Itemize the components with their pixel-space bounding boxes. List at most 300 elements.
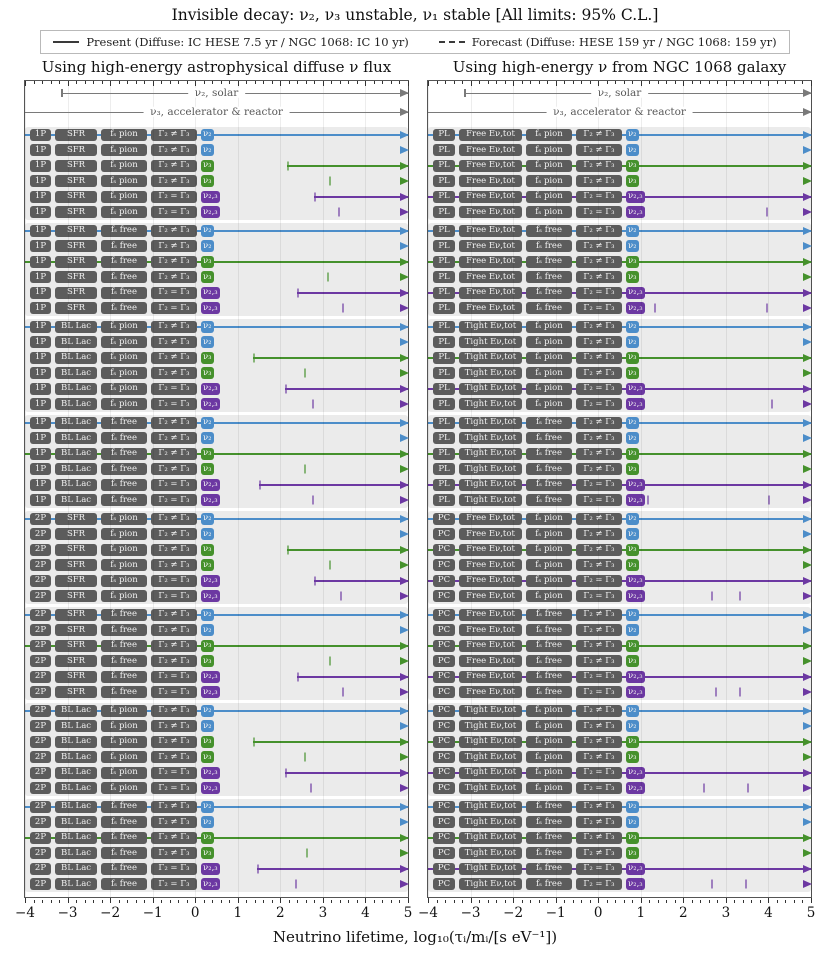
arrow-icon <box>803 400 812 408</box>
limit-row <box>428 366 811 382</box>
panel-title-left: Using high-energy astrophysical diffuse ν flux <box>41 58 392 76</box>
arrow-icon <box>803 561 812 569</box>
badge-nu: ν₃ <box>628 271 637 282</box>
axis-tick <box>408 81 409 86</box>
arrow-icon <box>803 338 812 346</box>
badge-source: PL <box>433 175 455 187</box>
badge-strip <box>30 544 214 556</box>
badge-source: 2P <box>30 609 51 621</box>
arrow-icon <box>803 834 812 842</box>
arrow-icon <box>400 834 409 842</box>
axis-tick <box>238 898 239 903</box>
axis-tick <box>785 900 786 903</box>
group-band <box>428 703 811 796</box>
badge-strip <box>433 801 639 813</box>
arrow-icon <box>803 707 812 715</box>
limit-row <box>428 877 811 893</box>
badge-model: BL Lac <box>55 367 97 379</box>
limit-row <box>25 623 408 639</box>
limit-row <box>428 254 811 270</box>
badge-source: PL <box>433 144 455 156</box>
axis-tick <box>734 81 735 84</box>
axis-tick <box>590 81 591 84</box>
badge-model: Free Eν,tot <box>459 271 522 283</box>
segment-start-cap <box>739 592 741 601</box>
limit-line <box>253 357 408 359</box>
badge-fraction: fₛ pion <box>526 206 572 218</box>
segment-start-cap <box>304 369 306 378</box>
axis-tick <box>539 81 540 84</box>
arrow-icon <box>400 481 409 489</box>
badge-strip <box>30 686 220 698</box>
arrow-icon <box>400 849 409 857</box>
badge-model: SFR <box>55 206 97 218</box>
badge-model: Tight Eν,tot <box>459 479 522 491</box>
limit-row <box>25 589 408 605</box>
header-row-solar <box>25 85 408 100</box>
group-band <box>25 703 408 796</box>
axis-tick <box>751 81 752 84</box>
badge-condition: Γ₂ = Γ₃ <box>576 878 622 890</box>
badge-fraction: fₛ pion <box>101 352 147 364</box>
limit-row <box>428 703 811 719</box>
axis-tick <box>726 898 727 903</box>
limit-row <box>25 397 408 413</box>
arrow-icon <box>400 515 409 523</box>
badge-strip <box>433 782 645 794</box>
badge-strip <box>433 816 639 828</box>
badge-condition: Γ₂ = Γ₃ <box>151 575 197 587</box>
badge-source: 2P <box>30 640 51 652</box>
badge-fraction: fₛ free <box>526 847 572 859</box>
arrow-icon <box>400 258 409 266</box>
badge-nu: ν₂,₃ <box>628 767 643 778</box>
badge-source: 1P <box>30 287 51 299</box>
axis-tick <box>471 898 472 903</box>
arrow-icon <box>400 657 409 665</box>
badge-nu: ν₂,₃ <box>628 863 643 874</box>
limit-row <box>428 301 811 317</box>
badge-nu: ν₂ <box>628 609 637 620</box>
group-band <box>25 127 408 220</box>
badge-source: 2P <box>30 720 51 732</box>
axis-tick <box>743 900 744 903</box>
limit-row <box>428 223 811 239</box>
badge-nu: ν₂ <box>203 225 212 236</box>
badge-model: Free Eν,tot <box>459 206 522 218</box>
badge-fraction: fₛ free <box>526 494 572 506</box>
axis-tick <box>573 900 574 903</box>
badge-nu: ν₃ <box>203 640 212 651</box>
arrow-icon <box>400 434 409 442</box>
group-band <box>25 223 408 316</box>
badge-model: BL Lac <box>55 801 97 813</box>
limit-row <box>428 319 811 335</box>
arrow-icon <box>803 131 812 139</box>
axis-tick <box>709 81 710 84</box>
badge-source: PL <box>433 240 455 252</box>
limit-line <box>306 852 408 854</box>
badge-condition: Γ₂ = Γ₃ <box>576 575 622 587</box>
limit-row <box>428 493 811 509</box>
axis-tick <box>564 81 565 84</box>
badge-nu: ν₃ <box>628 751 637 762</box>
arrow-icon <box>803 688 812 696</box>
limit-line <box>257 868 408 870</box>
badge-model: Free Eν,tot <box>459 513 522 525</box>
axis-tick <box>331 900 332 903</box>
x-tick-label: 5 <box>403 905 413 921</box>
axis-tick <box>437 81 438 84</box>
segment-start-cap <box>768 496 770 505</box>
badge-fraction: fₛ pion <box>526 559 572 571</box>
badge-fraction: fₛ pion <box>526 705 572 717</box>
badge-nu: ν₃ <box>628 463 637 474</box>
badge-nu: ν₂,₃ <box>203 191 218 202</box>
badge-strip <box>30 129 214 141</box>
axis-tick <box>263 81 264 84</box>
badge-model: Free Eν,tot <box>459 640 522 652</box>
badge-strip <box>433 432 639 444</box>
badge-strip <box>433 513 639 525</box>
badge-condition: Γ₂ ≠ Γ₃ <box>151 736 197 748</box>
limit-line <box>304 372 408 374</box>
badge-fraction: fₛ free <box>101 463 147 475</box>
badge-condition: Γ₂ = Γ₃ <box>576 782 622 794</box>
badge-source: 1P <box>30 417 51 429</box>
badge-strip <box>433 336 639 348</box>
badge-model: BL Lac <box>55 383 97 395</box>
badge-strip <box>433 160 639 172</box>
badge-fraction: fₛ free <box>526 240 572 252</box>
axis-tick <box>641 898 642 903</box>
badge-model: Tight Eν,tot <box>459 448 522 460</box>
badge-strip <box>30 321 214 333</box>
badge-model: BL Lac <box>55 463 97 475</box>
badge-nu: ν₂ <box>628 417 637 428</box>
badge-fraction: fₛ free <box>101 816 147 828</box>
badge-fraction: fₛ free <box>526 863 572 875</box>
arrow-icon <box>400 769 409 777</box>
limit-row <box>428 830 811 846</box>
badge-strip <box>433 544 639 556</box>
badge-strip <box>433 847 639 859</box>
badge-source: PL <box>433 160 455 172</box>
badge-nu: ν₂ <box>628 144 637 155</box>
badge-condition: Γ₂ ≠ Γ₃ <box>576 271 622 283</box>
badge-condition: Γ₂ ≠ Γ₃ <box>576 513 622 525</box>
axis-tick <box>581 81 582 84</box>
limit-line <box>739 691 811 693</box>
axis-tick <box>530 81 531 84</box>
limit-row <box>25 223 408 239</box>
badge-condition: Γ₂ ≠ Γ₃ <box>576 225 622 237</box>
axis-tick <box>598 898 599 903</box>
limit-row <box>428 431 811 447</box>
arrow-icon <box>803 722 812 730</box>
badge-condition: Γ₂ = Γ₃ <box>576 302 622 314</box>
badge-source: PL <box>433 352 455 364</box>
badge-fraction: fₛ free <box>526 671 572 683</box>
limit-row <box>25 415 408 431</box>
badge-strip <box>433 448 639 460</box>
badge-model: Free Eν,tot <box>459 559 522 571</box>
badge-strip <box>433 590 645 602</box>
group-band <box>428 511 811 604</box>
badge-condition: Γ₂ = Γ₃ <box>576 398 622 410</box>
segment-start-cap <box>340 592 342 601</box>
badge-condition: Γ₂ ≠ Γ₃ <box>151 352 197 364</box>
limit-line <box>310 787 408 789</box>
badge-fraction: fₛ pion <box>101 751 147 763</box>
badge-strip <box>30 271 214 283</box>
segment-start-cap <box>257 864 259 873</box>
panel-titles <box>24 58 812 76</box>
badge-source: PC <box>433 544 455 556</box>
badge-model: Tight Eν,tot <box>459 767 522 779</box>
badge-model: BL Lac <box>55 878 97 890</box>
limit-row <box>25 205 408 221</box>
axis-tick <box>170 81 171 84</box>
badge-strip <box>433 225 639 237</box>
axis-tick <box>365 898 366 903</box>
badge-strip <box>433 736 639 748</box>
axis-tick <box>802 900 803 903</box>
legend-forecast-label: Forecast (Diffuse: HESE 159 yr / NGC 1068: 159 yr) <box>471 35 777 49</box>
limit-row <box>25 669 408 685</box>
badge-model: BL Lac <box>55 448 97 460</box>
axis-tick <box>700 900 701 903</box>
axis-tick <box>212 81 213 84</box>
badge-nu: ν₃ <box>203 367 212 378</box>
badge-nu: ν₂ <box>203 513 212 524</box>
badge-nu: ν₃ <box>203 175 212 186</box>
segment-start-cap <box>306 849 308 858</box>
badge-nu: ν₃ <box>203 463 212 474</box>
badge-source: 1P <box>30 383 51 395</box>
arrow-icon <box>400 546 409 554</box>
axis-tick <box>306 81 307 84</box>
axis-tick <box>93 81 94 84</box>
badge-strip <box>30 782 220 794</box>
group-band <box>25 511 408 604</box>
axis-tick <box>445 81 446 84</box>
badge-nu: ν₂,₃ <box>203 686 218 697</box>
arrow-icon <box>803 515 812 523</box>
axis-tick <box>811 81 812 86</box>
limit-row <box>428 654 811 670</box>
badge-condition: Γ₂ ≠ Γ₃ <box>151 832 197 844</box>
badge-fraction: fₛ free <box>526 417 572 429</box>
axis-tick <box>496 81 497 84</box>
badge-condition: Γ₂ ≠ Γ₃ <box>151 417 197 429</box>
badge-fraction: fₛ free <box>101 655 147 667</box>
badge-fraction: fₛ free <box>101 686 147 698</box>
badge-strip <box>30 225 214 237</box>
badge-nu: ν₃ <box>628 175 637 186</box>
badge-model: SFR <box>55 225 97 237</box>
arrow-icon <box>400 880 409 888</box>
x-tick-label: 0 <box>190 905 200 921</box>
axis-tick <box>505 900 506 903</box>
arrow-icon <box>400 465 409 473</box>
badge-source: PC <box>433 528 455 540</box>
badge-source: 1P <box>30 160 51 172</box>
badge-condition: Γ₂ ≠ Γ₃ <box>576 432 622 444</box>
arrow-icon <box>803 673 812 681</box>
axis-tick <box>323 898 324 903</box>
limit-row <box>25 719 408 735</box>
badge-nu: ν₃ <box>203 352 212 363</box>
axis-tick <box>178 81 179 84</box>
dashed-line-swatch-icon <box>439 41 465 43</box>
badge-condition: Γ₂ ≠ Γ₃ <box>151 720 197 732</box>
badge-strip <box>30 432 214 444</box>
badge-nu: ν₂,₃ <box>203 767 218 778</box>
badge-condition: Γ₂ ≠ Γ₃ <box>151 801 197 813</box>
limit-line <box>739 595 811 597</box>
badge-condition: Γ₂ ≠ Γ₃ <box>151 513 197 525</box>
axis-tick <box>357 81 358 84</box>
x-tick-label: 4 <box>764 905 773 921</box>
badge-fraction: fₛ free <box>526 479 572 491</box>
badge-nu: ν₂ <box>203 321 212 332</box>
axis-tick <box>263 900 264 903</box>
arrow-icon <box>400 865 409 873</box>
badge-model: Free Eν,tot <box>459 160 522 172</box>
axis-tick <box>161 900 162 903</box>
badge-source: 1P <box>30 302 51 314</box>
axis-tick <box>408 898 409 903</box>
arrow-icon <box>400 803 409 811</box>
axis-tick <box>496 900 497 903</box>
badge-strip <box>433 624 639 636</box>
axis-tick <box>692 81 693 84</box>
badge-source: PC <box>433 640 455 652</box>
axis-tick <box>110 898 111 903</box>
badge-condition: Γ₂ = Γ₃ <box>576 767 622 779</box>
badge-strip <box>30 191 220 203</box>
badge-strip <box>433 191 645 203</box>
badge-model: BL Lac <box>55 720 97 732</box>
axis-tick <box>272 81 273 84</box>
badge-strip <box>30 352 214 364</box>
badge-model: Tight Eν,tot <box>459 720 522 732</box>
axis-tick <box>187 900 188 903</box>
badge-condition: Γ₂ ≠ Γ₃ <box>576 336 622 348</box>
badge-source: PC <box>433 705 455 717</box>
axis-tick <box>42 900 43 903</box>
badge-condition: Γ₂ ≠ Γ₃ <box>576 321 622 333</box>
badge-strip <box>30 528 214 540</box>
badge-fraction: fₛ pion <box>526 129 572 141</box>
chart-area <box>15 80 816 921</box>
arrow-icon <box>803 465 812 473</box>
badge-fraction: fₛ pion <box>526 544 572 556</box>
badge-nu: ν₂ <box>203 336 212 347</box>
badge-model: BL Lac <box>55 782 97 794</box>
badge-fraction: fₛ pion <box>101 206 147 218</box>
limit-row <box>25 765 408 781</box>
badge-condition: Γ₂ = Γ₃ <box>151 590 197 602</box>
x-tick-label: 2 <box>276 905 285 921</box>
badge-nu: ν₃ <box>203 736 212 747</box>
badge-fraction: fₛ pion <box>101 575 147 587</box>
badge-source: PL <box>433 256 455 268</box>
badge-condition: Γ₂ ≠ Γ₃ <box>151 448 197 460</box>
badge-model: SFR <box>55 271 97 283</box>
x-tick-label: −2 <box>100 905 121 921</box>
badge-nu: ν₂ <box>628 240 637 251</box>
badge-condition: Γ₂ ≠ Γ₃ <box>151 463 197 475</box>
limit-row <box>25 607 408 623</box>
badge-strip <box>30 832 214 844</box>
limit-row <box>25 846 408 862</box>
badge-source: 1P <box>30 175 51 187</box>
badge-fraction: fₛ free <box>101 671 147 683</box>
group-band <box>25 799 408 892</box>
header-row-accelerator <box>25 104 408 119</box>
badge-condition: Γ₂ ≠ Γ₃ <box>576 256 622 268</box>
badge-strip <box>433 528 639 540</box>
badge-fraction: fₛ pion <box>526 736 572 748</box>
badge-strip <box>30 448 214 460</box>
axis-tick <box>42 81 43 84</box>
badge-source: PL <box>433 448 455 460</box>
badge-condition: Γ₂ ≠ Γ₃ <box>576 832 622 844</box>
arrow-icon <box>400 530 409 538</box>
badge-fraction: fₛ free <box>101 271 147 283</box>
arrow-icon <box>803 803 812 811</box>
limit-line <box>342 691 408 693</box>
badge-condition: Γ₂ ≠ Γ₃ <box>576 801 622 813</box>
badge-nu: ν₂ <box>628 528 637 539</box>
axis-tick <box>428 898 429 903</box>
arrow-icon <box>400 611 409 619</box>
badge-model: BL Lac <box>55 847 97 859</box>
badge-fraction: fₛ free <box>526 686 572 698</box>
badge-model: Free Eν,tot <box>459 544 522 556</box>
badge-fraction: fₛ pion <box>101 175 147 187</box>
limit-row <box>428 623 811 639</box>
limit-row <box>25 815 408 831</box>
arrow-icon <box>400 753 409 761</box>
badge-model: Free Eν,tot <box>459 575 522 587</box>
axis-tick <box>777 81 778 84</box>
header-label: ν₂, solar <box>188 87 246 98</box>
badge-fraction: fₛ free <box>101 225 147 237</box>
badge-strip <box>30 609 214 621</box>
badge-strip <box>433 494 645 506</box>
badge-strip <box>30 878 220 890</box>
group-band <box>428 607 811 700</box>
segment-start-cap <box>304 465 306 474</box>
badge-model: SFR <box>55 624 97 636</box>
limit-row <box>428 669 811 685</box>
limit-row <box>428 143 811 159</box>
limit-row <box>25 174 408 190</box>
axis-tick <box>573 81 574 84</box>
axis-tick <box>811 898 812 903</box>
badge-model: Tight Eν,tot <box>459 801 522 813</box>
badge-source: 2P <box>30 624 51 636</box>
axis-tick <box>581 900 582 903</box>
badge-source: 2P <box>30 513 51 525</box>
badge-fraction: fₛ pion <box>526 321 572 333</box>
limit-row <box>428 285 811 301</box>
arrow-icon <box>400 208 409 216</box>
badge-strip <box>30 240 214 252</box>
